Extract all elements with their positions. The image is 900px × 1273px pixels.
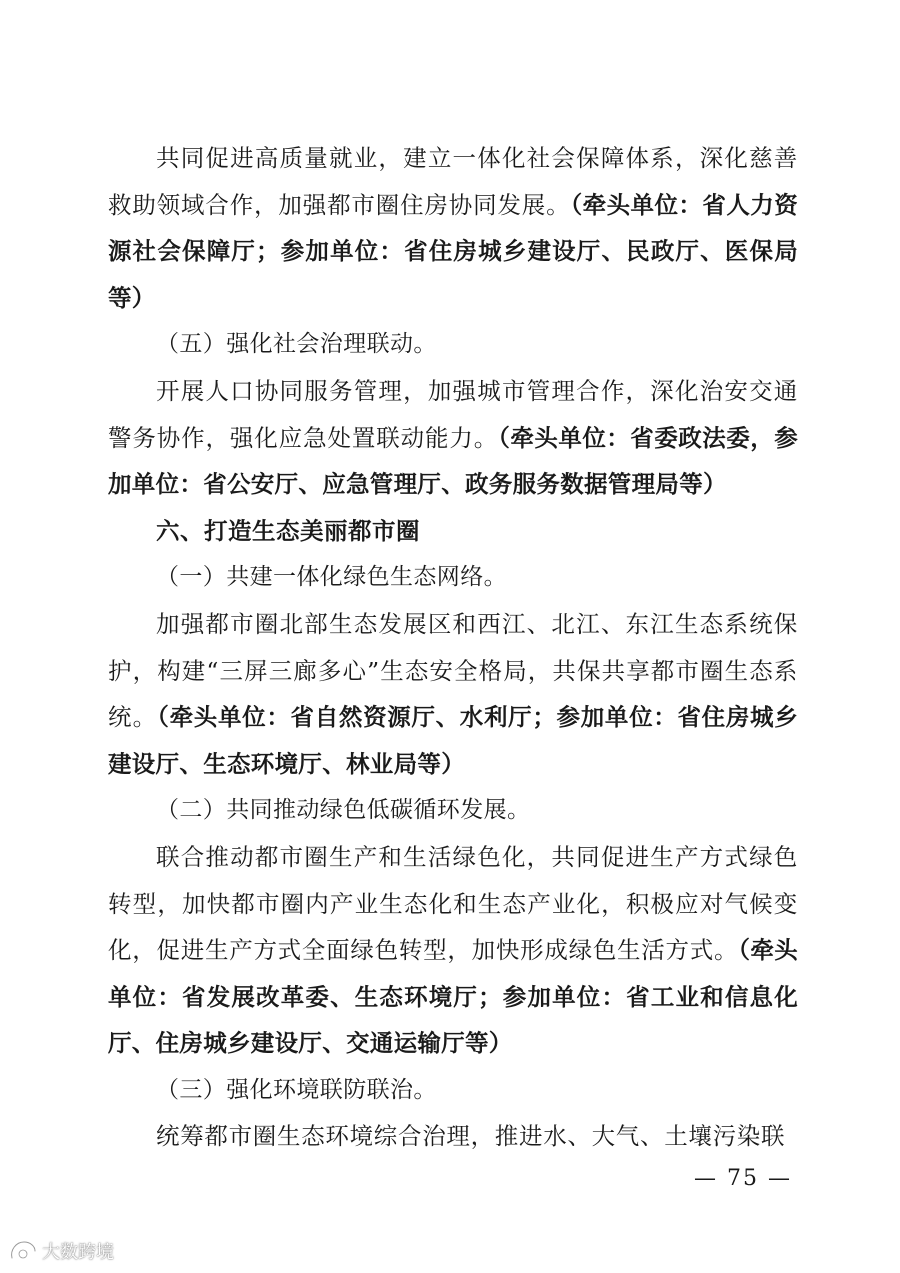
subheading-environmental-control: （三）强化环境联防联治。 (156, 1076, 437, 1103)
subheading-social-governance: （五）强化社会治理联动。 (156, 331, 437, 358)
section-heading-ecology: 六、打造生态美丽都市圈 (156, 516, 420, 545)
responsible-units: （牵头单位：省人力资源社会保障厅；参加单位：省住房城乡建设厅、民政厅、医保局等） (108, 190, 798, 312)
watermark-logo-icon (8, 1238, 38, 1264)
document-body (108, 135, 798, 1160)
watermark-text: 大数跨境 (42, 1242, 114, 1263)
paragraph-ecological-protection (108, 601, 798, 787)
responsible-units: （牵头单位：省发展改革委、生态环境厅；参加单位：省工业和信息化厅、住房城乡建设厅、交通运输厅等） (108, 936, 798, 1058)
watermark (8, 1238, 114, 1264)
responsible-units: （牵头单位：省委政法委，参加单位：省公安厅、应急管理厅、政务服务数据管理局等） (108, 423, 798, 499)
page-number: — 75 — (694, 1166, 792, 1191)
paragraph-employment (108, 135, 798, 321)
paragraph-green-transformation (108, 834, 798, 1067)
paragraph-text: 共同促进高质量就业，建立一体化社会保障体系，深化慈善救助领域合作，加强都市圈住房协同发展。 (108, 144, 798, 219)
paragraph-text: 统筹都市圈生态环境综合治理，推进水、大气、土壤污染联 (156, 1122, 786, 1151)
paragraph-pollution-control (108, 1113, 798, 1160)
subheading-green-development: （二）共同推动绿色低碳循环发展。 (156, 797, 531, 824)
responsible-units: （牵头单位：省自然资源厅、水利厅；参加单位：省住房城乡建设厅、生态环境厅、林业局等） (108, 703, 798, 778)
subheading-green-network: （一）共建一体化绿色生态网络。 (156, 564, 507, 591)
paragraph-text: 加强都市圈北部生态发展区和西江、北江、东江生态系统保护，构建“三屏三廊多心”生态安全格局，共保共享都市圈生态系统。 (108, 609, 798, 732)
paragraph-population-management (108, 368, 798, 508)
paragraph-text: 联合推动都市圈生产和生活绿色化，共同促进生产方式绿色转型，加快都市圈内产业生态化和生态产业化，积极应对气候变化，促进生产方式全面绿色转型，加快形成绿色生活方式。 (108, 842, 798, 965)
paragraph-text: 开展人口协同服务管理，加强城市管理合作，深化治安交通警务协作，强化应急处置联动能力。 (108, 376, 798, 452)
